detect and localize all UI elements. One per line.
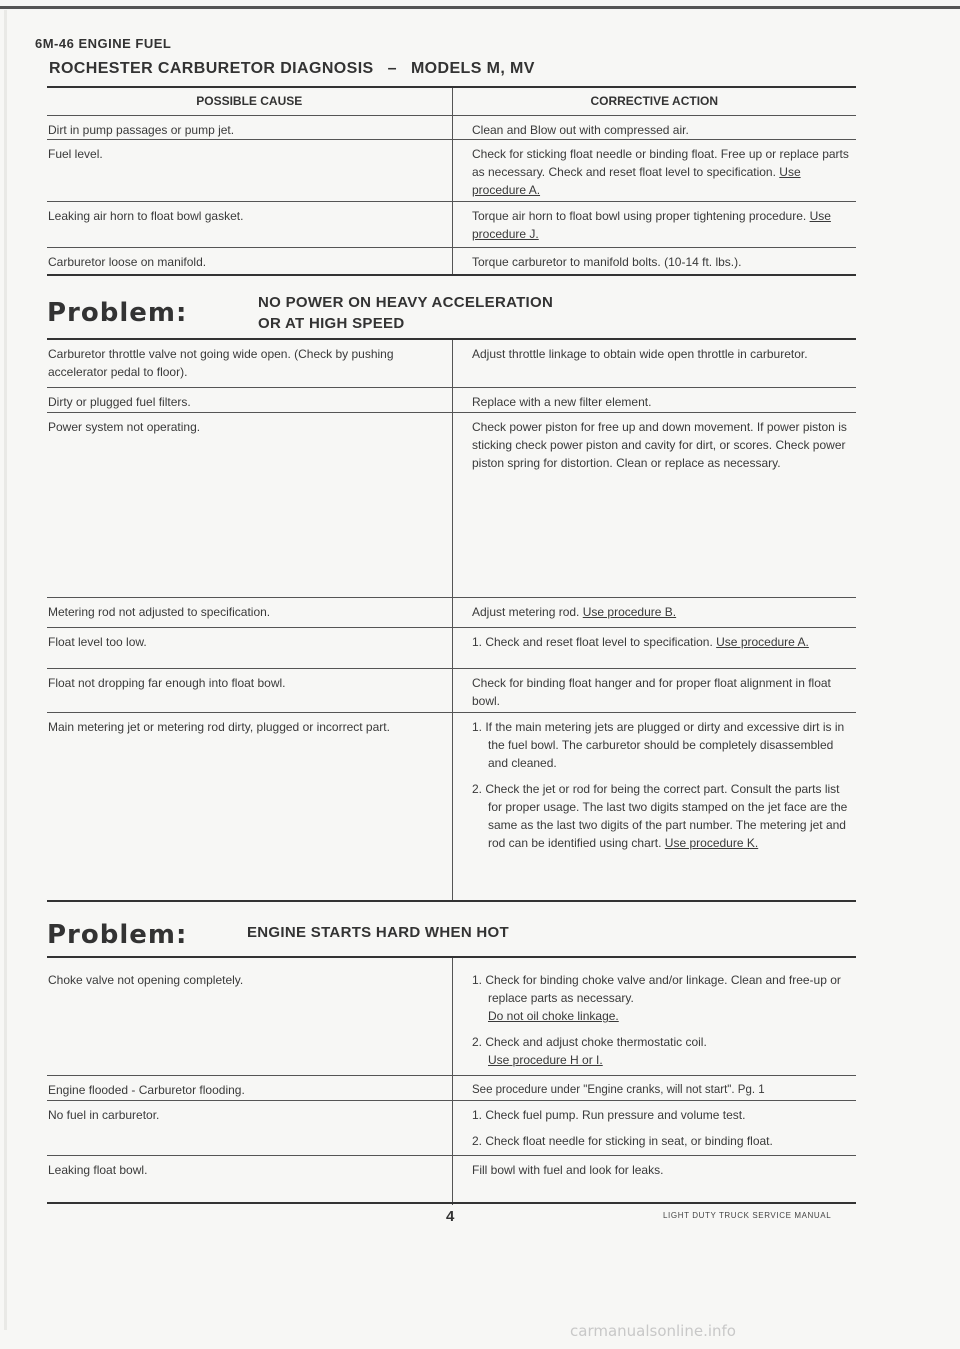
cause-cell: Dirty or plugged fuel filters. (48, 395, 191, 409)
action-cell: Check for binding float hanger and for proper float alignment in float bowl. (452, 669, 856, 712)
page-edge-shade (4, 10, 7, 1330)
table-row (47, 140, 856, 202)
table-row (47, 713, 856, 900)
cause-cell: Choke valve not opening completely. (48, 973, 244, 987)
cause-cell: Carburetor throttle valve not going wide open. (Check by pushing accelerator pedal to floor). (48, 347, 394, 379)
action-cell: Fill bowl with fuel and look for leaks. (452, 1156, 856, 1205)
title-dash: – (387, 60, 397, 77)
title-left: ROCHESTER CARBURETOR DIAGNOSIS (49, 60, 374, 77)
table-row (47, 1076, 856, 1101)
problem-title-line: NO POWER ON HEAVY ACCELERATION (258, 294, 554, 311)
top-border-line (0, 6, 960, 9)
action-text: 1. Check and reset float level to specification. (472, 635, 713, 649)
table-row (47, 628, 856, 669)
problem-heading-2 (47, 290, 856, 342)
procedure-link[interactable]: Use procedure A. (716, 635, 809, 649)
procedure-link[interactable]: Use procedure A. (472, 165, 801, 197)
cause-cell: Leaking air horn to float bowl gasket. (48, 209, 244, 223)
action-cell: See procedure under "Engine cranks, will not start". Pg. 1 (452, 1076, 856, 1100)
table-row (47, 958, 856, 1076)
numbered-step (472, 1033, 854, 1069)
action-cell: Clean and Blow out with compressed air. (452, 116, 856, 139)
numbered-step (472, 633, 854, 651)
problem-label: Problem: (47, 298, 188, 328)
manual-title: LIGHT DUTY TRUCK SERVICE MANUAL (663, 1211, 832, 1220)
section-header: 6M-46 ENGINE FUEL (35, 36, 172, 51)
problem-title-line: ENGINE STARTS HARD WHEN HOT (247, 924, 509, 941)
action-cell (452, 598, 856, 627)
table-bottom-rule (47, 274, 856, 276)
cause-cell: Main metering jet or metering rod dirty, plugged or incorrect part. (48, 720, 390, 734)
table-row (47, 669, 856, 713)
table-section-3 (47, 956, 856, 1205)
table-section-1 (47, 86, 856, 276)
table-row (47, 388, 856, 413)
action-cell (452, 140, 856, 201)
table-row (47, 1101, 856, 1156)
table-bottom-rule (47, 900, 856, 902)
action-cell (452, 202, 856, 247)
problem-title-line: OR AT HIGH SPEED (258, 315, 405, 332)
column-header-action: CORRECTIVE ACTION (452, 88, 857, 115)
problem-label: Problem: (47, 920, 188, 950)
action-cell: Replace with a new filter element. (452, 388, 856, 412)
cause-cell: Power system not operating. (48, 420, 201, 434)
title-right: MODELS M, MV (410, 60, 535, 77)
procedure-link[interactable]: Use procedure J. (472, 209, 831, 241)
cause-cell: Float level too low. (48, 635, 147, 649)
numbered-step: 1. Check fuel pump. Run pressure and volume test. (472, 1108, 746, 1122)
watermark: carmanualsonline.info (570, 1322, 736, 1340)
cause-cell: No fuel in carburetor. (48, 1108, 160, 1122)
table-row (47, 340, 856, 388)
table-row (47, 1156, 856, 1205)
cause-cell: Dirt in pump passages or pump jet. (48, 123, 235, 137)
numbered-step: 1. If the main metering jets are plugged or dirty and excessive dirt is in the fuel bowl. The carburetor should be completely disassembled and cleaned. (472, 720, 845, 770)
column-headers (47, 88, 856, 116)
action-cell (452, 713, 856, 900)
action-text: 2. Check the jet or rod for being the correct part. Consult the parts list for proper usage. The last two digits stamped on the jet face are the same as the last two digits of the part number. The metering jet and rod can be identified using chart. (472, 782, 848, 850)
problem-title (258, 292, 553, 334)
action-text: 1. Check for binding choke valve and/or linkage. Clean and free-up or replace parts as necessary. (472, 973, 841, 1005)
action-cell: Check power piston for free up and down movement. If power piston is sticking check power piston and cavity for dirt, or scores. Check power piston spring for distortion. Clean or replace as necessary. (452, 413, 856, 597)
table-row (47, 598, 856, 628)
procedure-link[interactable]: Use procedure K. (664, 836, 759, 850)
cause-cell: Leaking float bowl. (48, 1163, 148, 1177)
table-row (47, 248, 856, 274)
action-text: Torque air horn to float bowl using proper tightening procedure. (472, 209, 807, 223)
action-cell (452, 628, 856, 668)
action-text: Adjust metering rod. (472, 605, 580, 619)
procedure-link[interactable]: Use procedure H or I. (488, 1053, 603, 1067)
numbered-step (472, 780, 854, 852)
numbered-step: 2. Check float needle for sticking in seat, or binding float. (472, 1134, 773, 1148)
action-cell: Torque carburetor to manifold bolts. (10-14 ft. lbs.). (452, 248, 856, 274)
page-number: 4 (446, 1208, 455, 1225)
action-text: Check for sticking float needle or binding float. Free up or replace parts as necessary. Check and reset float level to specification. (472, 147, 849, 179)
cause-cell: Engine flooded - Carburetor flooding. (48, 1083, 245, 1097)
numbered-step (472, 971, 854, 1025)
action-text: 2. Check and adjust choke thermostatic coil. (472, 1035, 707, 1049)
action-cell (452, 1101, 856, 1155)
cause-cell: Fuel level. (48, 147, 103, 161)
action-cell: Adjust throttle linkage to obtain wide open throttle in carburetor. (452, 340, 856, 387)
cause-cell: Metering rod not adjusted to specification. (48, 605, 271, 619)
table-row (47, 413, 856, 598)
action-cell (452, 958, 856, 1075)
procedure-link[interactable]: Do not oil choke linkage. (488, 1009, 619, 1023)
cause-cell: Float not dropping far enough into float bowl. (48, 676, 286, 690)
procedure-link[interactable]: Use procedure B. (582, 605, 677, 619)
table-section-2 (47, 338, 856, 902)
table-row (47, 202, 856, 248)
table-row (47, 116, 856, 140)
column-header-cause: POSSIBLE CAUSE (196, 94, 303, 108)
problem-title (247, 922, 509, 943)
cause-cell: Carburetor loose on manifold. (48, 255, 207, 269)
page-title (49, 60, 535, 78)
footer-rule (47, 1202, 856, 1204)
